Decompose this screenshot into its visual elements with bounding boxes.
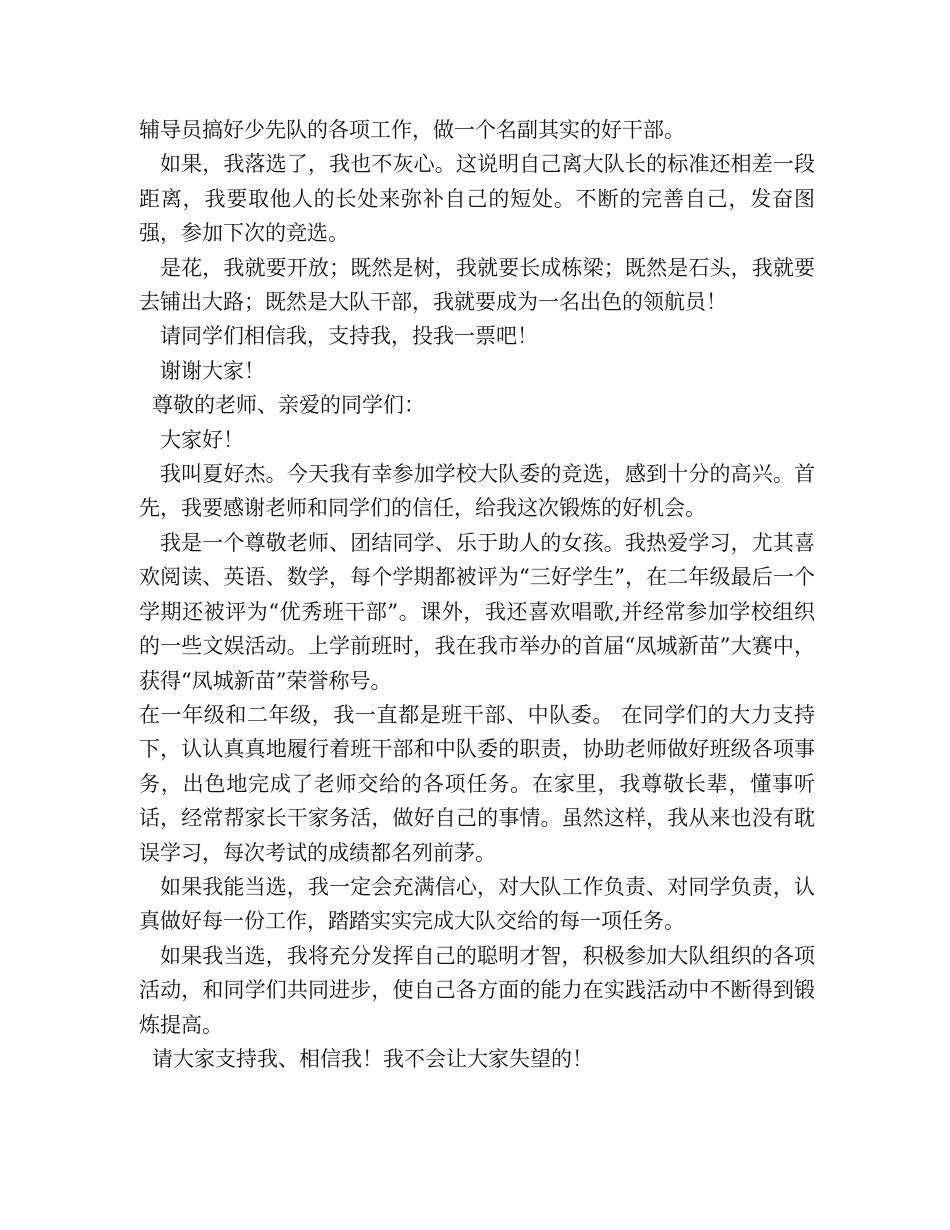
paragraph: 在一年级和二年级，我一直都是班干部、中队委。 在同学们的大力支持下，认认真真地履行着班干部和中队委的职责，协助老师做好班级各项事务，出色地完成了老师交给的各项任务。在家里，我尊敬长辈，懂事听话，经常帮家长干家务活，做好自己的事情。虽然这样，我从来也没有耽误学习，每次考试的成绩都名列前茅。 (139, 702, 815, 865)
paragraph: 如果，我落选了，我也不灰心。这说明自己离大队长的标准还相差一段距离，我要取他人的长处来弥补自己的短处。不断的完善自己，发奋图强，参加下次的竞选。 (139, 152, 815, 246)
paragraph: 辅导员搞好少先队的各项工作，做一个名副其实的好干部。 (139, 118, 685, 142)
closing-line: 请大家支持我、相信我！我不会让大家失望的！ (152, 1046, 593, 1071)
paragraph: 如果我能当选，我一定会充满信心，对大队工作负责、对同学负责，认真做好每一份工作，踏踏实实完成大队交给的每一项任务。 (139, 874, 815, 934)
document-body (139, 113, 815, 1076)
paragraph: 我是一个尊敬老师、团结同学、乐于助人的女孩。我热爱学习，尤其喜欢阅读、英语、数学，每个学期都被评为“三好学生”，在二年级最后一个学期还被评为“优秀班干部”。课外，我还喜欢唱歌,并经常参加学校组织的一些文娱活动。上学前班时，我在我市举办的首届“凤城新苗”大赛中，获得“凤城新苗”荣誉称号。 (139, 530, 815, 693)
paragraph: 请同学们相信我，支持我，投我一票吧！ (160, 324, 538, 349)
greeting: 大家好！ (160, 427, 244, 452)
paragraph: 是花，我就要开放；既然是树，我就要长成栋梁；既然是石头，我就要去铺出大路；既然是大队干部，我就要成为一名出色的领航员！ (139, 255, 815, 315)
salutation: 尊敬的老师、亲爱的同学们： (152, 393, 425, 418)
paragraph: 我叫夏好杰。今天我有幸参加学校大队委的竞选，感到十分的高兴。首先，我要感谢老师和同学们的信任，给我这次锻炼的好机会。 (139, 462, 815, 521)
paragraph: 如果我当选，我将充分发挥自己的聪明才智，积极参加大队组织的各项活动，和同学们共同进步，使自己各方面的能力在实践活动中不断得到锻炼提高。 (139, 943, 815, 1037)
paragraph: 谢谢大家！ (160, 358, 265, 383)
